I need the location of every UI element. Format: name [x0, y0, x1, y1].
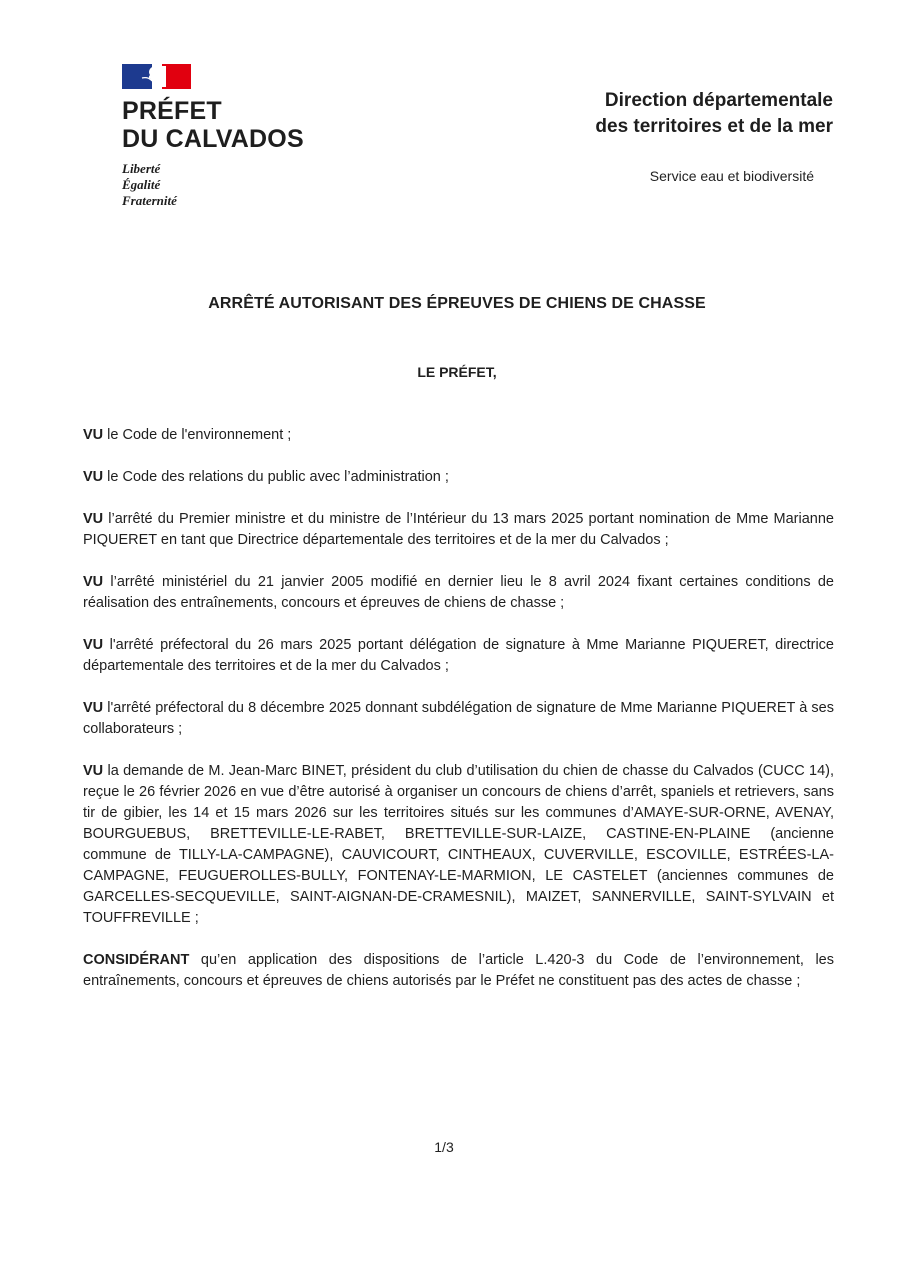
prefecture-name-line1: PRÉFET [122, 97, 222, 125]
recital-text: l’arrêté ministériel du 21 janvier 2005 modifié en dernier lieu le 8 avril 2024 fixant certaines conditions de réalisation des entraînements, concours et épreuves de chiens de chasse ; [83, 574, 834, 611]
considerant-keyword: CONSIDÉRANT [83, 952, 190, 968]
marianne-profile-icon [140, 64, 170, 89]
service-name: Service eau et biodiversité [649, 168, 814, 184]
page-number: 1/3 [434, 1139, 454, 1155]
prefecture-name-line2: DU CALVADOS [122, 125, 304, 153]
direction-line2: des territoires et de la mer [595, 116, 833, 137]
direction-line1: Direction départementale [604, 90, 833, 111]
document-body [83, 425, 834, 1013]
recital-paragraph [83, 509, 834, 551]
recital-text: le Code de l'environnement ; [103, 427, 292, 443]
recital-paragraph [83, 467, 834, 488]
recital-text: l’arrêté du Premier ministre et du ministre de l’Intérieur du 13 mars 2025 portant nomination de Mme Marianne PIQUERET en tant que Directrice départementale des territoires et de la mer du Calvados ; [83, 511, 834, 548]
recital-keyword: VU [83, 763, 104, 779]
recital-keyword: VU [83, 700, 104, 716]
prefecture-name [122, 97, 322, 153]
recital-text: le Code des relations du public avec l’administration ; [103, 469, 449, 485]
recital-text: la demande de M. Jean-Marc BINET, président du club d’utilisation du chien de chasse du Calvados (CUCC 14), reçue le 26 février 2026 en vue d’être autorisé à organiser un concours de chiens d’arrêt, spaniels et retrievers, sans tir de gibier, les 14 et 15 mars 2026 sur les territoires situés sur les communes d’AMAYE-SUR-ORNE, AVENAY, BOURGUEBUS, BRETTEVILLE-LE-RABET, BRETTEVILLE-SUR-LAIZE, CASTINE-EN-PLAINE (ancienne commune de TILLY-LA-CAMPAGNE), CAUVICOURT, CINTHEAUX, CUVERVILLE, ESCOVILLE, ESTRÉES-LA-CAMPAGNE, FEUGUEROLLES-BULLY, FONTENAY-LE-MARMION, LE CASTELET (anciennes communes de GARCELLES-SECQUEVILLE, SAINT-AIGNAN-DE-CRAMESNIL), MAIZET, SANNERVILLE, SAINT-SYLVAIN et TOUFFREVILLE ; [83, 763, 834, 926]
recital-text: l'arrêté préfectoral du 26 mars 2025 portant délégation de signature à Mme Marianne PIQUERET, directrice départementale des territoires et de la mer du Calvados ; [83, 637, 834, 674]
recital-text: l'arrêté préfectoral du 8 décembre 2025 donnant subdélégation de signature de Mme Marianne PIQUERET à ses collaborateurs ; [83, 700, 834, 737]
marianne-flag-logo [122, 64, 191, 89]
recital-paragraph [83, 698, 834, 740]
recital-keyword: VU [83, 427, 104, 443]
republic-motto [122, 161, 322, 209]
considerant-text: qu’en application des dispositions de l’article L.420-3 du Code de l’environnement, les entraînements, concours et épreuves de chiens autorisés par le Préfet ne constituent pas des actes de chasse ; [83, 952, 834, 989]
direction-name [533, 88, 833, 140]
recital-paragraph [83, 761, 834, 929]
recital-keyword: VU [83, 574, 104, 590]
recital-keyword: VU [83, 637, 104, 653]
considerant-paragraph [83, 950, 834, 992]
motto-fraternite: Fraternité [122, 193, 177, 208]
document-title: ARRÊTÉ AUTORISANT DES ÉPREUVES DE CHIENS DE CHASSE [208, 295, 706, 312]
prefecture-logo [122, 64, 322, 209]
motto-egalite: Égalité [122, 177, 161, 192]
motto-liberte: Liberté [122, 161, 161, 176]
recital-paragraph [83, 425, 834, 446]
recital-paragraph [83, 572, 834, 614]
recital-paragraph [83, 635, 834, 677]
recital-keyword: VU [83, 469, 104, 485]
recital-keyword: VU [83, 511, 104, 527]
issuing-authority: LE PRÉFET, [417, 364, 497, 380]
